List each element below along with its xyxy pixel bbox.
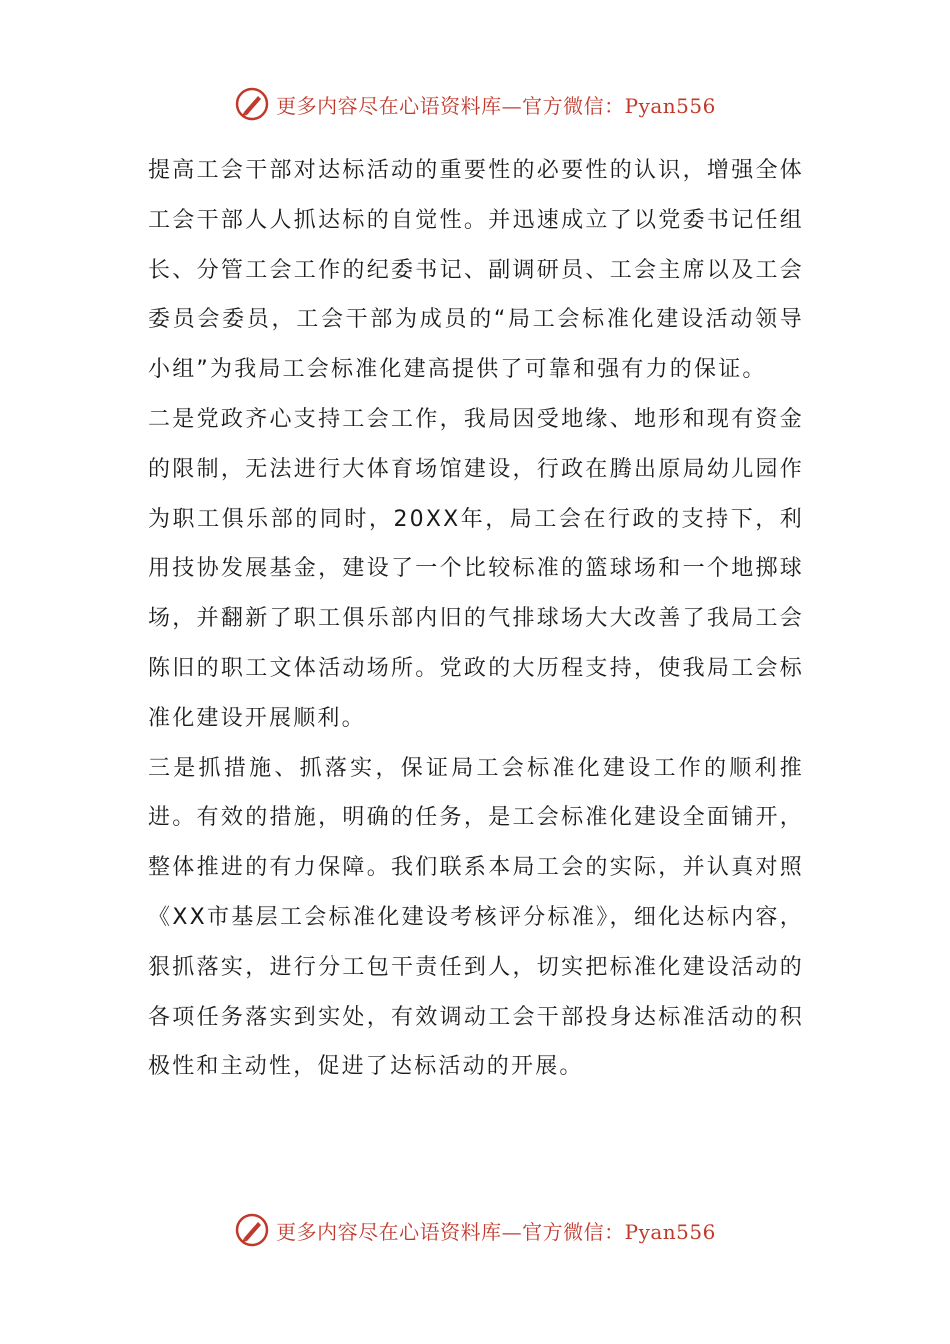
pen-in-circle-icon <box>234 86 270 122</box>
document-body <box>148 146 804 1092</box>
footer-banner <box>0 1210 950 1250</box>
header-banner <box>0 84 950 124</box>
paragraph-1: 提高工会干部对达标活动的重要性的必要性的认识，增强全体工会干部人人抓达标的自觉性。并迅速成立了以党委书记任组长、分管工会工作的纪委书记、副调研员、工会主席以及工会委员会委员，工会干部为成员的“局工会标准化建设活动领导小组”为我局工会标准化建高提供了可靠和强有力的保证。 <box>148 158 804 383</box>
paragraph-2: 二是党政齐心支持工会工作，我局因受地缘、地形和现有资金的限制，无法进行大体育场馆建设，行政在腾出原局幼儿园作为职工俱乐部的同时，20XX年，局工会在行政的支持下，利用技协发展基金，建设了一个比较标准的篮球场和一个地掷球场，并翻新了职工俱乐部内旧的气排球场大大改善了我局工会陈旧的职工文体活动场所。党政的大历程支持，使我局工会标准化建设开展顺利。 <box>148 406 804 731</box>
paragraph-3: 三是抓措施、抓落实，保证局工会标准化建设工作的顺利推进。有效的措施，明确的任务，是工会标准化建设全面铺开，整体推进的有力保障。我们联系本局工会的实际，并认真对照《XX市基层工会标准化建设考核评分标准》，细化达标内容，狠抓落实，进行分工包干责任到人，切实把标准化建设活动的各项任务落实到实处，有效调动工会干部投身达标准活动的积极性和主动性，促进了达标活动的开展。 <box>148 755 804 1080</box>
header-banner-text: 更多内容尽在心语资料库—官方微信：Pyan556 <box>276 93 716 118</box>
footer-banner-text: 更多内容尽在心语资料库—官方微信：Pyan556 <box>276 1219 716 1244</box>
pen-in-circle-icon <box>234 1212 270 1248</box>
